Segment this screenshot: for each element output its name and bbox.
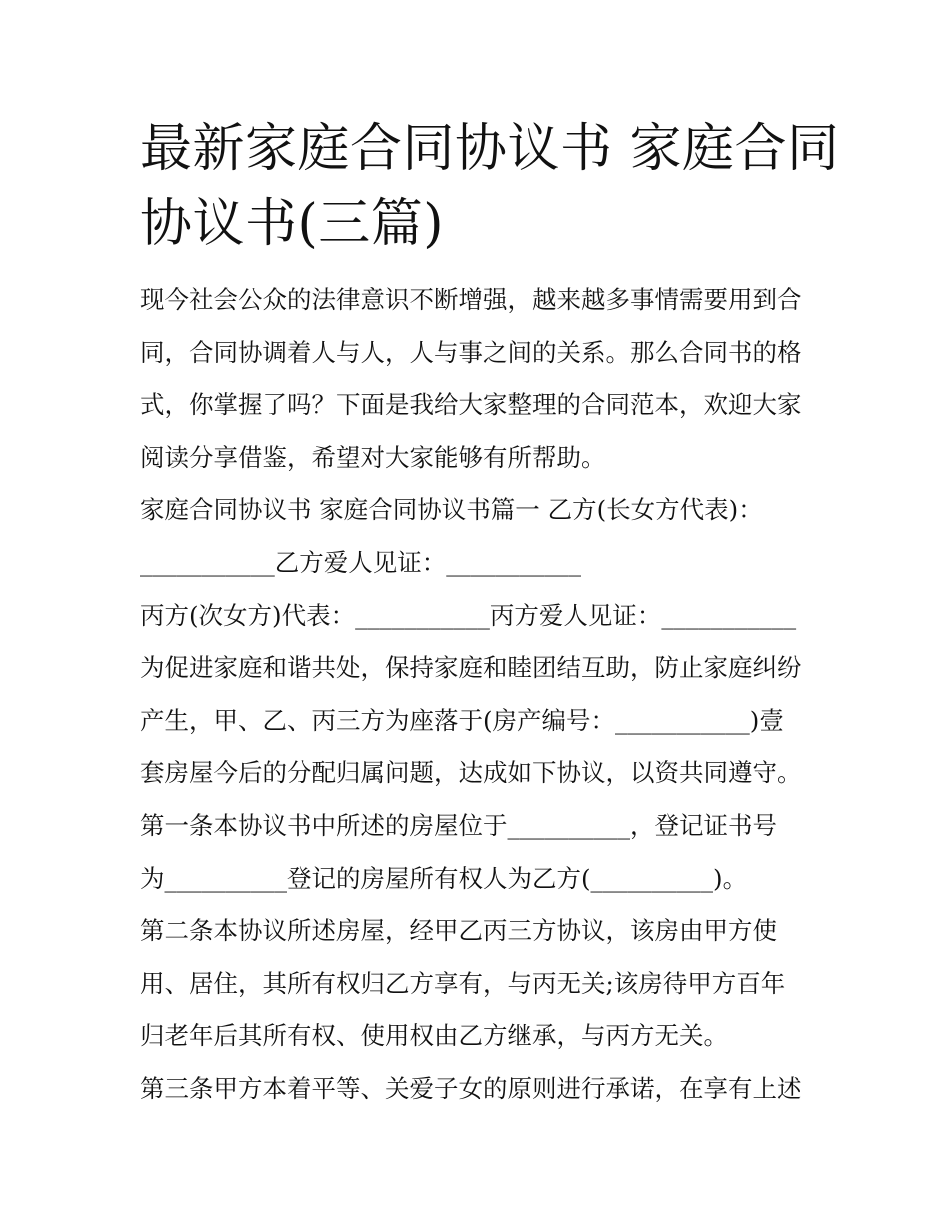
article-3-line-1: 第三条甲方本着平等、关爱子女的原则进行承诺，在享有上述 [140, 1073, 802, 1103]
article-2-line-2: 用、居住，其所有权归乙方享有，与丙无关;该房待甲方百年 [140, 968, 786, 998]
article-2-line-3: 归老年后其所有权、使用权由乙方继承，与丙方无关。 [140, 1021, 728, 1051]
contract-heading-line: 家庭合同协议书 家庭合同协议书篇一 乙方(长女方代表)： [140, 495, 763, 525]
article-2-line-1: 第二条本协议所述房屋，经甲乙丙三方协议，该房由甲方使 [140, 916, 777, 946]
title-line-1: 最新家庭合同协议书 家庭合同 [140, 119, 840, 179]
purpose-line-1: 为促进家庭和谐共处，保持家庭和睦团结互助，防止家庭纠纷 [140, 653, 802, 683]
document-body [140, 274, 830, 1116]
article-1-line-2: 为__________登记的房屋所有权人为乙方(__________)。 [140, 863, 748, 893]
intro-line-4: 阅读分享借鉴，希望对大家能够有所帮助。 [140, 442, 606, 472]
intro-line-1: 现今社会公众的法律意识不断增强，越来越多事情需要用到合 [140, 285, 802, 314]
article-1-line-1: 第一条本协议书中所述的房屋位于__________，登记证书号 [140, 810, 777, 840]
witness-line-1: ___________乙方爱人见证：___________ [140, 547, 581, 577]
purpose-line-3: 套房屋今后的分配归属问题，达成如下协议，以资共同遵守。 [140, 758, 802, 788]
witness-line-2: 丙方(次女方)代表：___________丙方爱人见证：___________ [140, 600, 797, 630]
purpose-line-2: 产生，甲、乙、丙三方为座落于(房产编号：___________)壹 [140, 705, 784, 735]
title-line-2: 协议书(三篇) [140, 194, 445, 254]
intro-line-2: 同，合同协调着人与人，人与事之间的关系。那么合同书的格 [140, 337, 802, 367]
document-title [140, 112, 840, 262]
intro-line-3: 式，你掌握了吗？下面是我给大家整理的合同范本，欢迎大家 [140, 390, 802, 420]
